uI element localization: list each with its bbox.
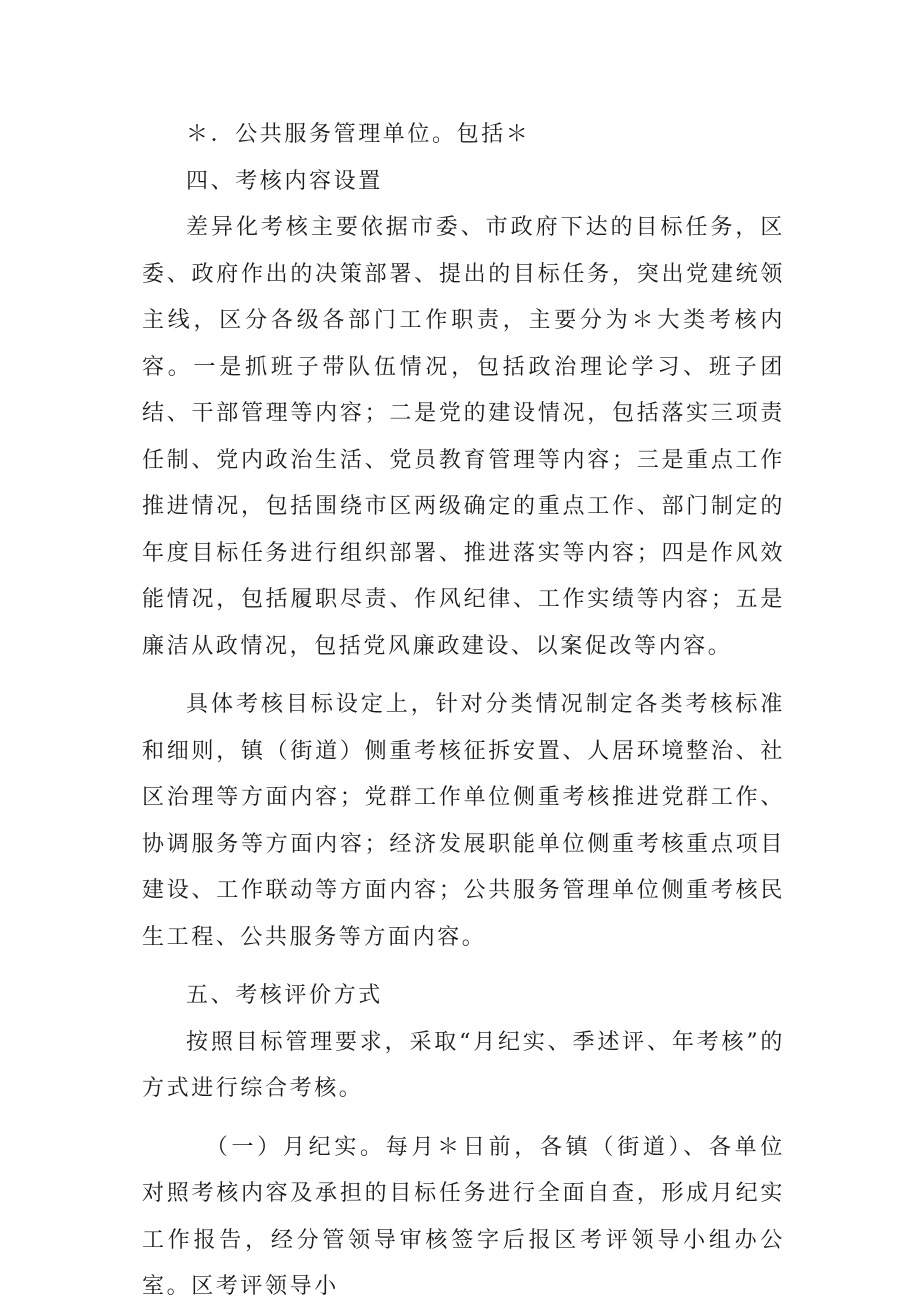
paragraph-monthly-record: （一）月纪实。每月＊日前，各镇（街道）、各单位对照考核内容及承担的目标任务进行全面自查，形成月纪实工作报告，经分管领导审核签字后报区考评领导小组办公室。区考评领导小 [142,1134,785,1299]
paragraph-category-item: ＊．公共服务管理单位。包括＊ [186,122,531,147]
section-heading-content-setting: 四、考核内容设置 [186,168,383,194]
paragraph-differentiated-assessment: 差异化考核主要依据市委、市政府下达的目标任务，区委、政府作出的决策部署、提出的目标任务，突出党建统领主线，区分各级各部门工作职责，主要分为＊大类考核内容。一是抓班子带队伍情况，包括政治理论学习、班子团结、干部管理等内容；二是党的建设情况，包括落实三项责任制、党内政治生活、党员教育管理等内容；三是重点工作推进情况，包括围绕市区两级确定的重点工作、部门制定的年度目标任务进行组织部署、推进落实等内容；四是作风效能情况，包括履职尽责、作风纪律、工作实绩等内容；五是廉洁从政情况，包括党风廉政建设、以案促改等内容。 [142,215,785,659]
document-body [142,112,785,1311]
section-heading-evaluation-method: 五、考核评价方式 [186,983,383,1008]
paragraph-specific-targets: 具体考核目标设定上，针对分类情况制定各类考核标准和细则，镇（街道）侧重考核征拆安置、人居环境整治、社区治理等方面内容；党群工作单位侧重考核推进党群工作、协调服务等方面内容；经济发展职能单位侧重考核重点项目建设、工作联动等方面内容；公共服务管理单位侧重考核民生工程、公共服务等方面内容。 [142,692,785,950]
paragraph-evaluation-approach: 按照目标管理要求，采取“月纪实、季述评、年考核”的方式进行综合考核。 [142,1029,785,1101]
